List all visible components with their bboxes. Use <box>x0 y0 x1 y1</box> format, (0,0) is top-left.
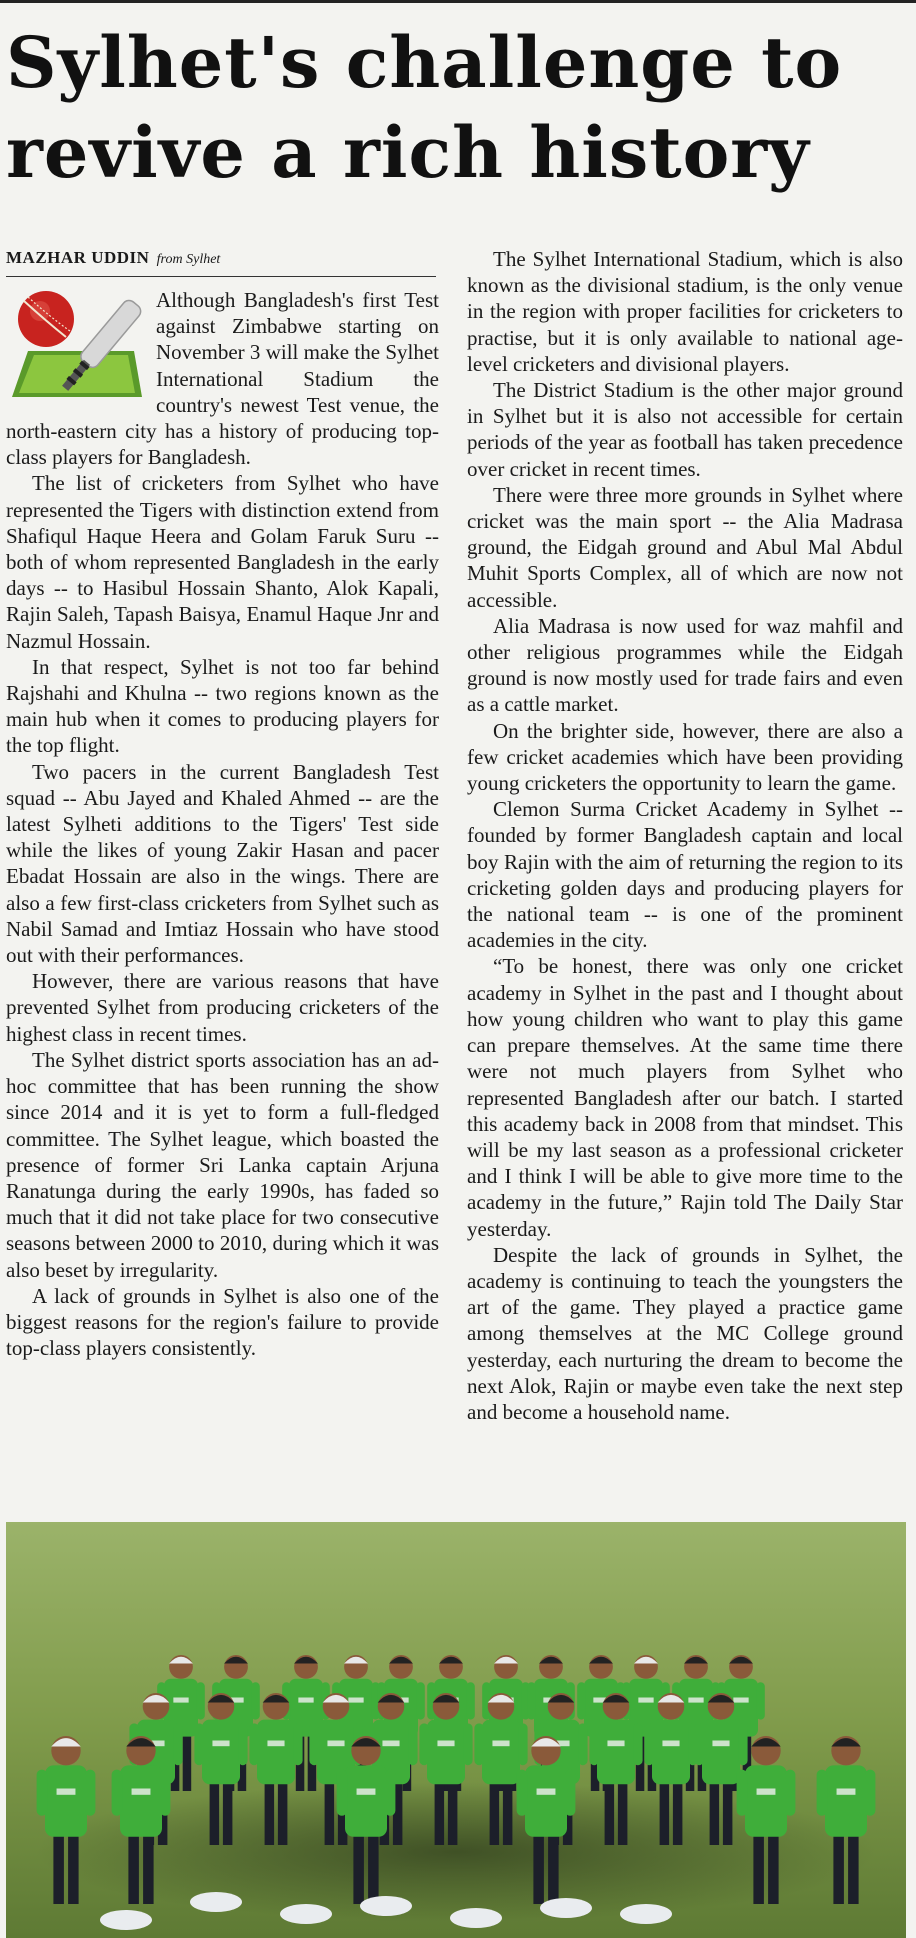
article-column-left <box>6 287 439 1361</box>
paragraph: Despite the lack of grounds in Sylhet, the academy is continuing to teach the youngsters the art of the game. They played a practice game among themselves at the MC College ground yesterday, each nurturing the dream to become the next Alok, Rajin or maybe even take the next step and become a household name. <box>467 1242 903 1424</box>
paragraph: Alia Madrasa is now used for waz mahfil and other religious programmes while the Eidgah ground is now mostly used for trade fairs and even as a cattle market. <box>467 613 903 717</box>
paragraph: However, there are various reasons that have prevented Sylhet from producing cricketers of the highest class in recent times. <box>6 969 439 1046</box>
cricket-pad-icon <box>540 1898 592 1918</box>
top-rule <box>0 0 916 3</box>
cricket-pad-icon <box>360 1896 412 1916</box>
paragraph: The Sylhet International Stadium, which is also known as the divisional stadium, is the only venue in the region with proper facilities for cricketers to practise, but it is only available to national age-level cricketers and divisional players. <box>467 247 903 376</box>
article-column-right <box>467 246 903 1425</box>
cricket-ball-and-bat-icon <box>6 289 142 407</box>
paragraph: Although Bangladesh's first Test against Zimbabwe starting on November 3 will make the Sylhet International Stadium the country's newest Test venue, the north-eastern city has a history of producing top-class players for Bangladesh. <box>6 288 439 470</box>
paragraph: On the brighter side, however, there are also a few cricket academies which have been providing young cricketers the opportunity to learn the game. <box>467 718 903 796</box>
byline <box>6 248 436 277</box>
paragraph: There were three more grounds in Sylhet where cricket was the main sport -- the Alia Madrasa ground, the Eidgah ground and Abul Mal Abdul Muhit Sports Complex, all of which are now not accessible. <box>467 482 903 612</box>
team-photo <box>6 1522 906 1938</box>
paragraph: Clemon Surma Cricket Academy in Sylhet -- founded by former Bangladesh captain and local boy Rajin with the aim of returning the region to its cricketing golden days and producing players for the national team -- is one of the prominent academies in the city. <box>467 797 903 953</box>
paragraph: A lack of grounds in Sylhet is also one of the biggest reasons for the region's failure to provide top-class players consistently. <box>6 1283 439 1361</box>
paragraph: The list of cricketers from Sylhet who have represented the Tigers with distinction extend from Shafiqul Haque Heera and Golam Faruk Suru -- both of whom represented Bangladesh in the early days -- to Hasibul Hossain Shanto, Alok Kapali, Rajin Saleh, Tapash Baisya, Enamul Haque Jnr and Nazmul Hossain. <box>6 471 439 653</box>
cricket-pad-icon <box>620 1904 672 1924</box>
byline-location: from Sylhet <box>156 252 221 267</box>
headline: Sylhet's challenge to revive a rich history <box>6 21 843 194</box>
byline-author: MAZHAR UDDIN <box>6 248 150 267</box>
paragraph: “To be honest, there was only one cricket academy in Sylhet in the past and I thought about how young children who want to play this game can prepare themselves. At the same time there were not much players from Sylhet who represented Bangladesh after our batch. I started this academy back in 2008 from that mindset. This will be my last season as a professional cricketer and I think I will be able to give more time to the academy in the future,” Rajin told The Daily Star yesterday. <box>467 954 903 1241</box>
cricket-pad-icon <box>100 1910 152 1930</box>
paragraph: The District Stadium is the other major ground in Sylhet but it is also not accessible for certain periods of the year as football has taken precedence over cricket in recent times. <box>467 378 903 481</box>
paragraph: In that respect, Sylhet is not too far behind Rajshahi and Khulna -- two regions known as the main hub when it comes to producing players for the top flight. <box>6 654 439 758</box>
cricket-pad-icon <box>190 1892 242 1912</box>
paragraph: The Sylhet district sports association has an ad-hoc committee that has been running the show since 2014 and it is yet to form a full-fledged committee. The Sylhet league, which boasted the presence of former Sri Lanka captain Arjuna Ranatunga during the early 1990s, has faded so much that it did not take place for two consecutive seasons between 2000 to 2010, during which it was also beset by irregularity. <box>6 1047 439 1282</box>
cricket-pad-icon <box>450 1908 502 1928</box>
cricket-pad-icon <box>280 1904 332 1924</box>
paragraph: Two pacers in the current Bangladesh Test squad -- Abu Jayed and Khaled Ahmed -- are the latest Sylheti additions to the Tigers' Test side while the likes of young Zakir Hasan and pacer Ebadat Hossain are also in the wings. There are also a few first-class cricketers from Sylhet such as Nabil Samad and Imtiaz Hossain who have stood out with their performances. <box>6 759 439 968</box>
